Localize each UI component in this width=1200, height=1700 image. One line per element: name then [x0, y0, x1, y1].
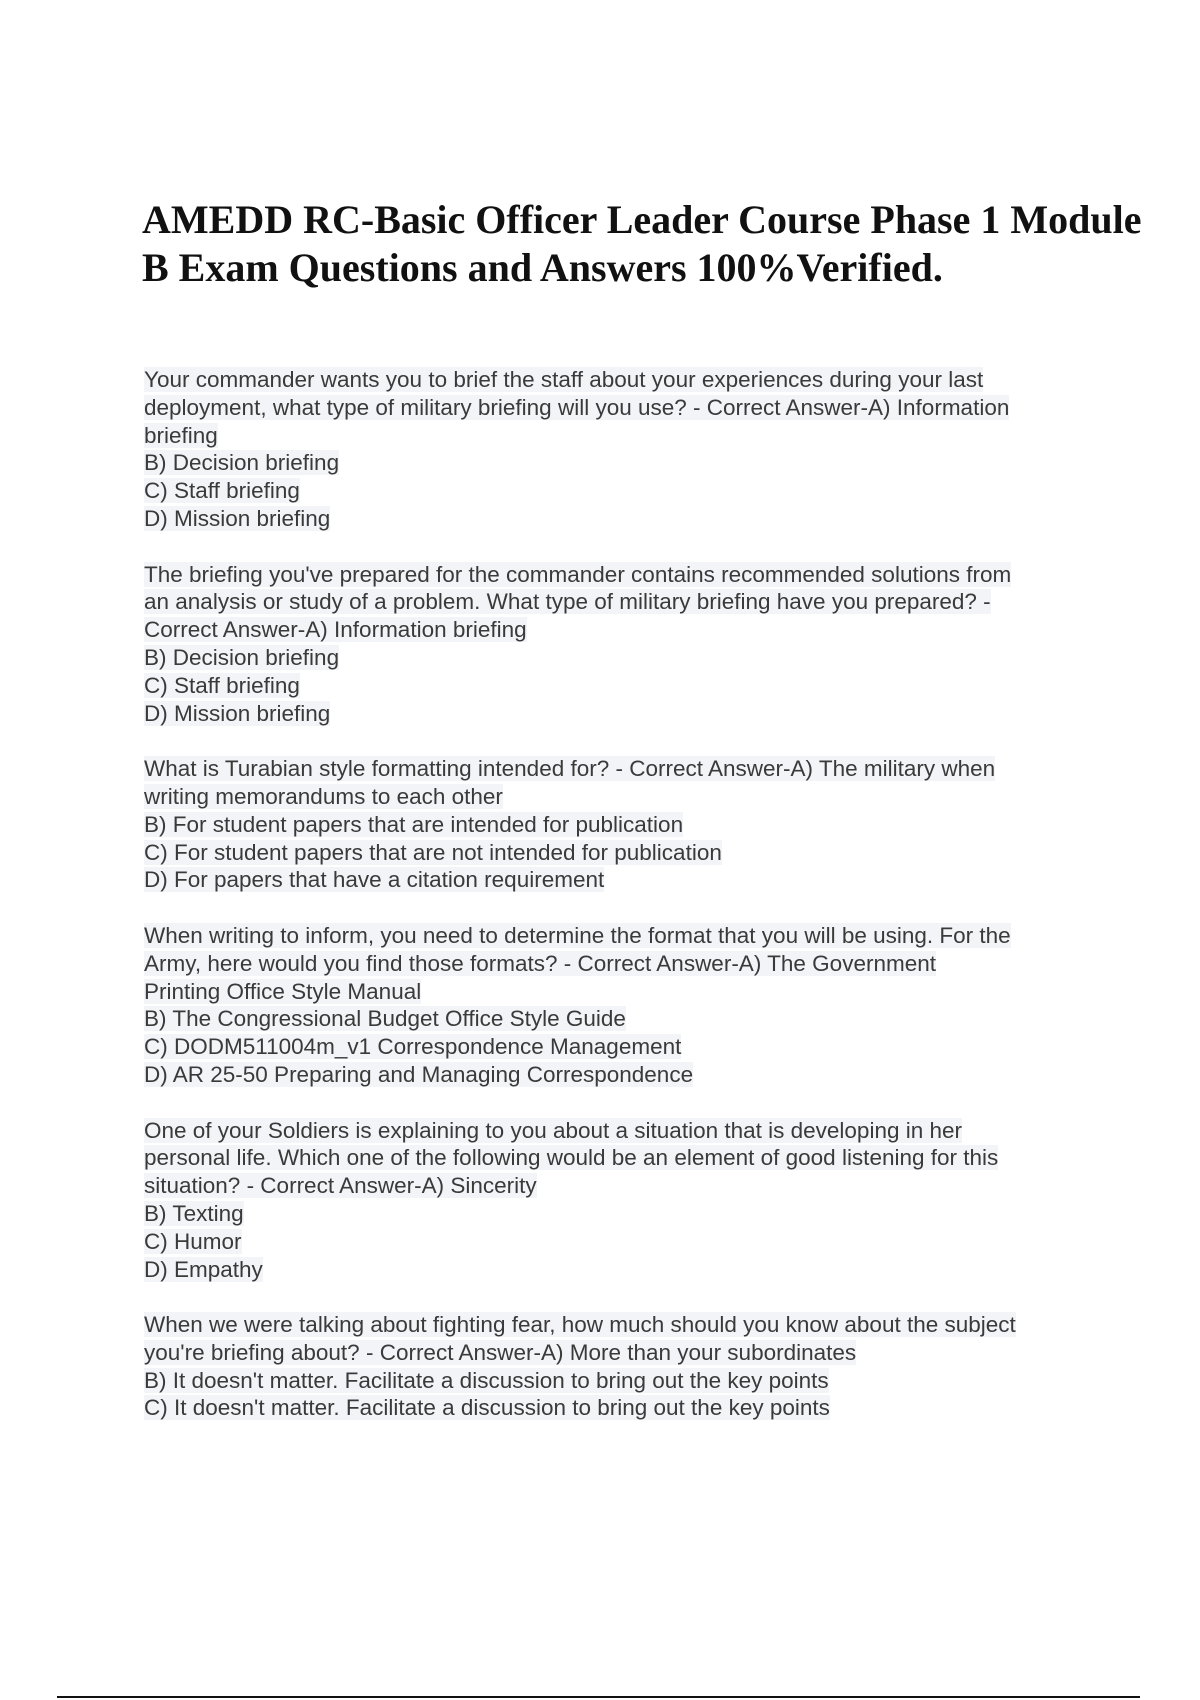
question-line [144, 505, 1144, 533]
question-line [144, 1394, 1144, 1422]
question-line [144, 1228, 1144, 1256]
question-line [144, 588, 1144, 616]
line-text: D) For papers that have a citation requirement [144, 867, 605, 893]
question-block [144, 561, 1144, 728]
question-block [144, 755, 1144, 894]
line-text: an analysis or study of a problem. What type of military briefing have you prepared? - [144, 589, 991, 615]
question-line [144, 700, 1144, 728]
question-line [144, 922, 1144, 950]
question-block [144, 1311, 1144, 1422]
line-text: D) Empathy [144, 1256, 263, 1282]
question-line [144, 755, 1144, 783]
title-line: AMEDD RC-Basic Officer Leader Course Phase 1 Module [142, 197, 1142, 242]
line-text: One of your Soldiers is explaining to you about a situation that is developing in her [144, 1117, 963, 1143]
line-text: situation? - Correct Answer-A) Sincerity [144, 1173, 537, 1199]
line-text: When writing to inform, you need to determine the format that you will be using. For the [144, 922, 1011, 948]
line-text: C) Staff briefing [144, 478, 300, 504]
line-text: What is Turabian style formatting intended for? - Correct Answer-A) The military when [144, 756, 996, 782]
line-text: C) Humor [144, 1228, 242, 1254]
line-text: D) Mission briefing [144, 505, 331, 531]
question-line [144, 783, 1144, 811]
line-text: you're briefing about? - Correct Answer-A) More than your subordinates [144, 1339, 857, 1365]
line-text: briefing [144, 422, 218, 448]
line-text: D) AR 25-50 Preparing and Managing Correspondence [144, 1061, 694, 1087]
line-text: B) Decision briefing [144, 644, 340, 670]
question-line [144, 422, 1144, 450]
document-title [142, 196, 1200, 292]
question-line [144, 1005, 1144, 1033]
question-line [144, 1061, 1144, 1089]
question-line [144, 1367, 1144, 1395]
question-line [144, 950, 1144, 978]
line-text: B) Decision briefing [144, 450, 340, 476]
line-text: Your commander wants you to brief the staff about your experiences during your last [144, 367, 984, 392]
question-block [144, 1117, 1144, 1284]
line-text: B) Texting [144, 1200, 244, 1226]
question-block [144, 366, 1144, 533]
question-line [144, 1033, 1144, 1061]
line-text: deployment, what type of military briefing will you use? - Correct Answer-A) Information [144, 394, 1010, 420]
question-line [144, 449, 1144, 477]
line-text: The briefing you've prepared for the commander contains recommended solutions from [144, 561, 1012, 587]
footer-rule [57, 1696, 1140, 1698]
line-text: Printing Office Style Manual [144, 978, 422, 1004]
question-line [144, 839, 1144, 867]
question-block [144, 922, 1144, 1089]
question-line [144, 477, 1144, 505]
line-text: Army, here would you find those formats? - Correct Answer-A) The Government [144, 950, 936, 976]
line-text: personal life. Which one of the following would be an element of good listening for this [144, 1145, 999, 1171]
question-line [144, 644, 1144, 672]
question-line [144, 394, 1144, 422]
questions-list [144, 366, 1144, 1450]
question-line [144, 616, 1144, 644]
question-line [144, 1200, 1144, 1228]
line-text: writing memorandums to each other [144, 783, 503, 809]
question-line [144, 1256, 1144, 1284]
question-line [144, 866, 1144, 894]
line-text: Correct Answer-A) Information briefing [144, 617, 527, 643]
question-line [144, 978, 1144, 1006]
question-line [144, 561, 1144, 589]
question-line [144, 672, 1144, 700]
line-text: B) It doesn't matter. Facilitate a discussion to bring out the key points [144, 1367, 829, 1393]
line-text: C) For student papers that are not intended for publication [144, 839, 722, 865]
title-line: B Exam Questions and Answers 100%Verified. [142, 245, 943, 290]
line-text: When we were talking about fighting fear, how much should you know about the subject [144, 1312, 1016, 1338]
question-line [144, 811, 1144, 839]
question-line [144, 1117, 1144, 1145]
line-text: B) The Congressional Budget Office Style Guide [144, 1006, 626, 1032]
line-text: B) For student papers that are intended for publication [144, 811, 684, 837]
question-line [144, 1144, 1144, 1172]
line-text: D) Mission briefing [144, 700, 331, 726]
question-line [144, 1172, 1144, 1200]
question-line [144, 1311, 1144, 1339]
question-line [144, 1339, 1144, 1367]
question-line [144, 366, 1144, 394]
line-text: C) DODM511004m_v1 Correspondence Management [144, 1034, 682, 1060]
line-text: C) Staff briefing [144, 672, 300, 698]
line-text: C) It doesn't matter. Facilitate a discussion to bring out the key points [144, 1395, 830, 1421]
